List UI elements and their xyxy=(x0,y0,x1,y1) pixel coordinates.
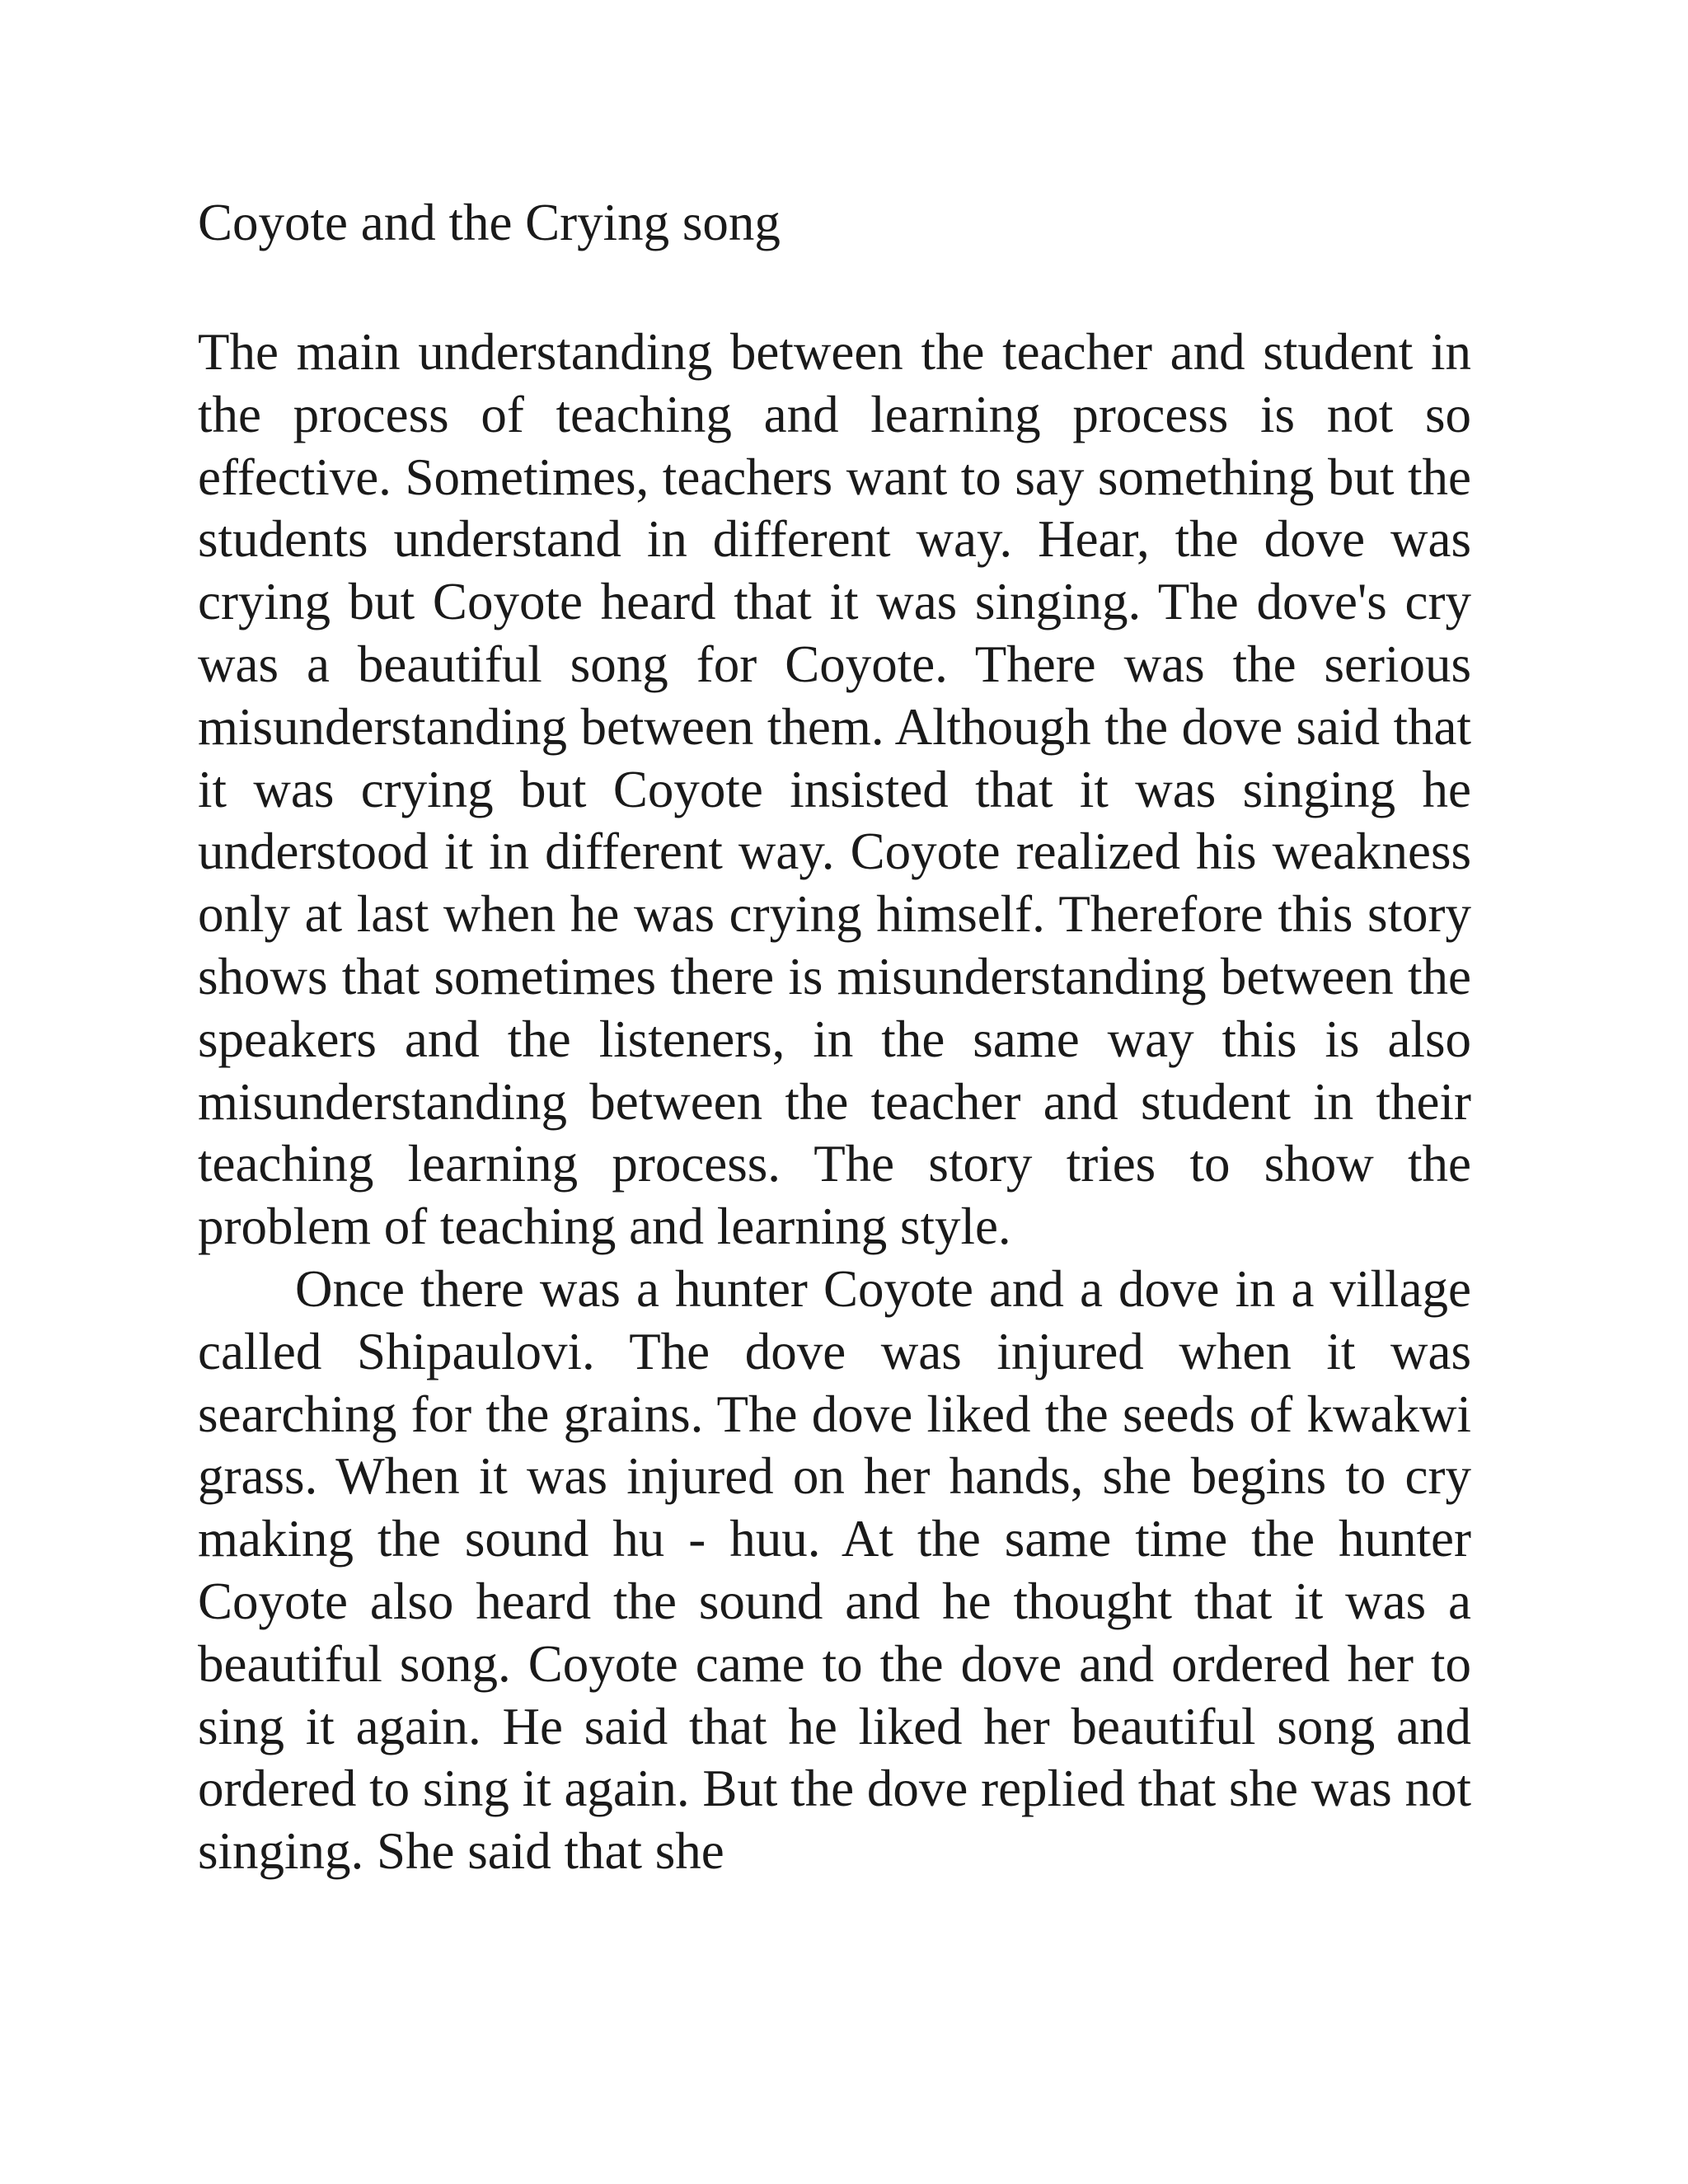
body-paragraph-intro: The main understanding between the teacher and student in the process of teaching and learning process is not so effective. Sometimes, teachers want to say something but the students understand in different way. Hear, the dove was crying but Coyote heard that it was singing. The dove's cry was a beautiful song for Coyote. There was the serious misunderstanding between them. Although the dove said that it was crying but Coyote insisted that it was singing he understood it in different way. Coyote realized his weakness only at last when he was crying himself. Therefore this story shows that sometimes there is misunderstanding between the speakers and the listeners, in the same way this is also misunderstanding between the teacher and student in their teaching learning process. The story tries to show the problem of teaching and learning style. xyxy=(198,323,1471,1256)
document-title: Coyote and the Crying song xyxy=(198,194,781,251)
document-body xyxy=(198,321,1471,1883)
body-paragraph-story: Once there was a hunter Coyote and a dove in a village called Shipaulovi. The dove was injured when it was searching for the grains. The dove liked the seeds of kwakwi grass. When it was injured on her hands, she begins to cry making the sound hu - huu. At the same time the hunter Coyote also heard the sound and he thought that it was a beautiful song. Coyote came to the dove and ordered her to sing it again. He said that he liked her beautiful song and ordered to sing it again. But the dove replied that she was not singing. She said that she xyxy=(198,1259,1471,1881)
